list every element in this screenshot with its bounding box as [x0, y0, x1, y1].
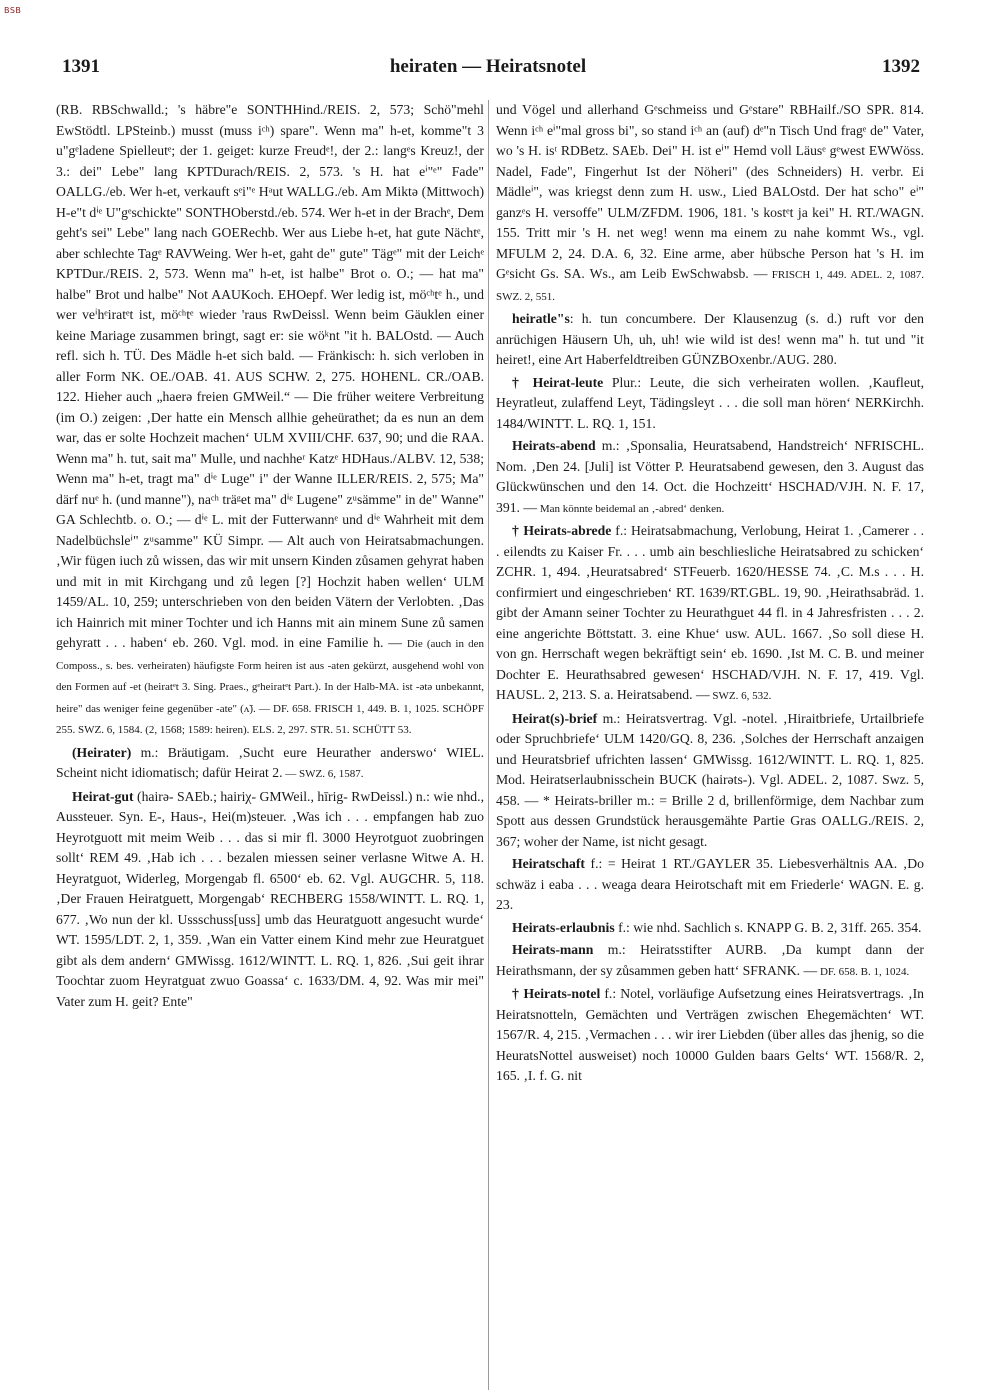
entry-lemma: Heirat-gut	[72, 788, 134, 804]
entry-heirater	[56, 743, 484, 785]
entry-lemma: † Heirats-notel	[512, 986, 601, 1001]
entry-heirat-continued	[496, 100, 924, 307]
entry-reference-note: Man könnte beidemal an ‚-abred‘ denken.	[537, 502, 725, 515]
entry-lemma: Heiratschaft	[512, 856, 585, 871]
entry-lemma: † Heirats-abrede	[512, 523, 612, 538]
entry-text: : h. tun concumbere. Der Klausenzug (s. d.) ruft vor den anrüchigen Häusern Uh, uh, uh! wie wild ist des! wenn ma" h. tut und "it heiret!, eine Art Haberfeldtreiben GÜNZBOxenbr./AUG. 280.	[496, 311, 924, 367]
entry-heirats-erlaubnis	[496, 918, 924, 939]
entry-text: m.: Heiratsstifter AURB. ‚Da kumpt dann der Heirathsmann, der sy zůsammen geben hatt‘ SFRANK. —	[496, 942, 924, 978]
entry-heirat-leute	[496, 373, 924, 435]
entry-heirats-abend	[496, 436, 924, 519]
right-column	[496, 100, 924, 1087]
entry-heiratschaft	[496, 854, 924, 916]
entry-heirats-mann	[496, 940, 924, 982]
entry-lemma: Heirats-abend	[512, 438, 596, 453]
entry-text: Plur.: Leute, die sich verheiraten wollen. ‚Kaufleut, Heyratleut, zulaffend Leyt, Tädingsleyt . . . die soll man hören‘ NERKirchh. 1484/WINTT. L. RQ. 1, 151.	[496, 374, 924, 431]
entry-heiraten-continued	[56, 100, 484, 741]
entry-heirat-gut	[56, 787, 484, 1013]
entry-text: (hairə- SAEb.; hairiχ- GMWeil., hīrig- RwDeissl.) n.: wie nhd., Aussteuer. Syn. E-, Haus-, Hei(m)steuer. ‚Was ich . . . empfangen hab zuo Heyrotguott mit meim Weib . . . das si mir fl. 3000 Heyrotguot zuobringen sollt‘ REM 49. ‚Hab ich . . . bezalen miessen seiner verlasne Witwe A. H. Heyratguot, Widerleg, Morgengab fl. 6500‘ eb. 62. Vgl. AUGCHR. 5, 118. ‚Der Frauen Heiratguett, Morgengab‘ RECHBERG 1558/WINTT. L. RQ. 1, 677. ‚Wo nun der kl. Ussschuss[uss] umb das Heuratguott angesucht wurde‘ WT. 1595/LDT. 2, 1, 359. ‚Wan ein Vatter einem Kind mehr zue Heuratguet gibt als dem andern‘ GMWissg. 1612/WINTT. L. RQ. 1, 826. ‚Sui geit ihrar Toochtar zuom Heyratguat zwuo Goassa‘ c. 1633/DM. 4, 92. Was mir mei" Vater zum H. geit? Ente"	[56, 788, 484, 1009]
column-divider	[488, 100, 489, 1390]
page-header	[56, 56, 920, 84]
entry-lemma: (Heirater)	[72, 744, 132, 760]
entry-reference-note: SWZ. 6, 532.	[709, 690, 772, 702]
entry-reference-note: FRISCH 1, 449. ADEL. 2, 1087. SWZ. 2, 551.	[496, 269, 924, 303]
entry-heirats-brief	[496, 709, 924, 853]
entry-lemma: Heirats-mann	[512, 942, 594, 957]
entry-text: f.: Heiratsabmachung, Verlobung, Heirat 1. ‚Camerer . . . eilendts zu Kaiser Fr. . . . umb ain beschliesliche Heiratsabred zu schicken‘ ZCHR. 1, 494. ‚Heuratsabred‘ STFeuerb. 1620/HESSE 74. ‚C. M.s . . . H. confirmiert und eingeschrieben‘ RT. 1639/RT.GBL. 19, 90. ‚Heirathsabräd. 1. gibt der Amann seiner Tochter zu Heurathguet 44 fl. in 4 Jahresfristen . . . 2. eine angerichte Böttstatt. 3. eine Khue‘ usw. AUL. 1667. ‚So soll diese H. von gn. Herrschaft wegen bekräftigt sein‘ eb. 1690. ‚Ist M. C. B. und meiner Dochter E. Heurathsabred gewesen‘ HSCHAD/VJH. N. F. 17, 419. Vgl. HAUSL. 2, 213. S. a. Heiratsabend. —	[496, 523, 924, 702]
entry-text: und Vögel und allerhand Gᵉschmeiss und Gᵉstare" RBHailf./SO SPR. 814. Wenn iᶜʰ eⁱ"mal gross bi", so stand iᶜʰ an (auf) dᵉ"n Tisch Und fragᵉ de" Vater, wo 's H. isᵗ RDBetz. SAEb. Dei" H. ist eⁱ" Hemd voll Läusᵉ gᵉwest EWWöss. Nadel, Fade", Fingerhut Ist der Nöheri" (des Schneiders) H. verbr. Ei Mädleⁱ", was kriegst denn zum H. usw., Lied BALOstd. Der hat scho" eⁱ" ganzᵉs H. versoffe" ULM/ZFDM. 1906, 181. 's kostᵉt ja kei" H. RT./WAGN. 155. Tritt mir 's H. net weg! wenn ma einem zu nahe kommt Ws., vgl. MFULM 2, 24. D.A. 6, 32. Eine arme, aber hübsche Person hat 's H. im Gᵉsicht Gs. SA. Ws., am Leib EwSchwabsb. —	[496, 102, 924, 281]
entry-text: f.: wie nhd. Sachlich s. KNAPP G. B. 2, 31ff. 265. 354.	[614, 919, 922, 935]
entry-lemma: Heirat(s)-brief	[512, 710, 598, 726]
entry-text: f.: = Heirat 1 RT./GAYLER 35. Liebesverhältnis AA. ‚Do schwäz i eaba . . . weaga deara Heirotschaft mit em Friederle‘ WAGN. E. g. 23.	[496, 856, 924, 912]
entry-lemma: heiratle"s	[512, 311, 570, 326]
entry-lemma: † Heirat-leute	[512, 374, 604, 390]
entry-reference-note: DF. 658. B. 1, 1024.	[817, 965, 910, 978]
entry-heirats-notel	[496, 984, 924, 1087]
entry-text: m.: ‚Sponsalia, Heuratsabend, Handstreich‘ NFRISCHL. Nom. ‚Den 24. [Juli] ist Vötter P. Heuratsabend gewesen, den 3. August das Glückwünschen und den 14. Oct. die Hochzeitt‘ HSCHAD/VJH. N. F. 17, 391. —	[496, 438, 924, 515]
page-number-left: 1391	[62, 56, 100, 77]
entry-text: (RB. RBSchwalld.; 's häbre"e SONTHHind./REIS. 2, 573; Schö"mehl EwStödtl. LPSteinb.) musst (muss iᶜʰ) spare". Wenn ma" h-et, komme"t 3 u"gᵉladene Spielleutᵉ; der 1. geiget: kurze Freudᵉ!, der 2.: langᵉs Kreuz!, der 3.: dei" Lebe" lang KPTDurach/REIS. 2, 573. 's H. hat eⁱ"ᵉ" Fade" OALLG./eb. Wer h-et, verkauft sᵉi"ᵉ Hᵃut WALLG./eb. Am Miktə (Mittwoch) H-e"t dⁱᵉ U"gᵉschickte" SONTHOberstd./eb. 574. Wer h-et in der Brachᵉ, Dem geht's sei" Lebe" lang nach GOERechb. Wer aus Liebe h-et, hat gute Nächtᵉ, aber schlechte Tagᵉ RAVWeing. Wer h-et, gaht de" gute" Tägᵉ" mit der Leichᵉ KPTDur./REIS. 2, 573. Wenn ma" h-et, ist halbe" Brot o. O.; — hat ma" halbe" Brot und halbe" Not AAUKoch. EHOepf. Wer ledig ist, möᶜʰtᵉ h., und wer veⁱhᵉiratᵉt ist, möᶜʰtᵉ wieder 'raus RwDeissl. Wenn beim Gäuklen einer keine Mariage zusammen bringt, sagt er: sie wöᵏnt "it h. BALOstd. — Auch refl. sich h. TÜ. Des Mädle h-et sich bald. — Fränkisch: h. sich verloben in aller Form NK. OE./OAB. 41. AUS SCHW. 2, 275. HOHENL. CR./OAB. 122. Hieher auch „haerə freien GMWeil.“ — Die früher weitere Verbreitung (im O.) zeigen: ‚Der hatte ein Mensch allhie geheürathet; da es nun an dem war, das er solte Hochzeit machen‘ ULM XVIII/CHF. 637, 90; und die RAA. Wenn ma" h. tut, sait ma" Mulle, und nachheʳ Katzᵉ HDHaus./ALBV. 12, 538; Wenn ma" h-et, tragt ma" dⁱᵉ Luge" i" der Wanne ILLER/REIS. 2, 575; Ma" därf nuᵉ h. (und manne"), naᶜʰ träᵍet ma" dⁱᵉ Lugene" zᵘsämme" in de" Wanne" GA Schlechtb. o. O.; — dⁱᵉ L. mit der Futterwannᵉ und dⁱᵉ Wahrheit mit dem Nadelbüchsleⁱ" zᵘsamme" KÜ Simpr. — Alt auch von Heiratsabmachungen. ‚Wir fügen iuch zů wissen, das wir mit unsern Kinden zůsamen gehyrat haben und mit in mit Kirchgang und zů legen [?] Hochzit haben wellen‘ ULM 1459/AL. 10, 259; unterschrieben von den beiden Vätern der Verlobten. ‚Das ich Hainrich mit miner Tochter und ich Hanns mit ain minem Sune zů samen gehyratt . . . haben‘ eb. 260. Vgl. mod. in eine Familie h. —	[56, 102, 484, 650]
page-number-right: 1392	[882, 56, 920, 77]
entry-heiratlens	[496, 309, 924, 371]
left-column	[56, 100, 484, 1012]
entry-reference-note: Die (auch in den Composs., s. bes. verheiraten) häufigste Form heiren ist aus -aten gekürzt, ausgehend wohl von den Formen auf -et (heiratᵉt 3. Sing. Praes., gᵉheiratᵉt Part.). In der Halb-MA. ist -ətə unbekannt, heire" das weniger feine gegenüber -ate" (ʌ̃). — DF. 658. FRISCH 1, 449. B. 1, 1025. SCHÖPF 255. SWZ. 6, 1584. (2, 1568; 1589: heiren). ELS. 2, 297. STR. 51. SCHÜTT 53.	[56, 638, 484, 736]
entry-lemma: Heirats-erlaubnis	[512, 919, 615, 935]
entry-text: m.: Heiratsvertrag. Vgl. -notel. ‚Hiraitbriefe, Urtailbriefe oder Spruchbriefe‘ ULM 1420/GQ. 8, 236. ‚Solches der Herrschaft anzaigen und Heuratsbrief ufrichten lassen‘ GMWissg. 1612/WINTT. L. RQ. 1, 825. Mod. Heiratserlaubnisschein BUCK (hairəts-). Vgl. ADEL. 2, 1087. Swz. 5, 458. — * Heirats-briller m.: = Brille 2 d, brillenförmige, dem Nachbar zum Spott aus dessen Grundstück herausgemähte Partie Gras OALLG./REIS. 2, 367; woher der Name, ist nicht gesagt.	[496, 710, 924, 849]
entry-heirats-abrede	[496, 521, 924, 707]
entry-text: m.: Bräutigam. ‚Sucht eure Heurather anderswo‘ WIEL. Scheint nicht idiomatisch; dafür Heirat 2.	[56, 744, 484, 780]
entry-text: f.: Notel, vorläufige Aufsetzung eines Heiratsvertrags. ‚In Heiratsnotteln, Gemächten und Verträgen zwischen Ehegemächten‘ WT. 1567/R. 4, 215. ‚Vermachen . . . wir irer Liebden (über alles das jhenig, so die HeuratsNottel ausweiset) noch 10000 Gulden baars Gelts‘ WT. 1568/R. 2, 165. ‚I. f. G. nit	[496, 986, 924, 1083]
entry-reference-note: — SWZ. 6, 1587.	[282, 768, 364, 780]
running-title: heiraten — Heiratsnotel	[389, 56, 587, 77]
library-stamp: BSB	[4, 6, 22, 15]
